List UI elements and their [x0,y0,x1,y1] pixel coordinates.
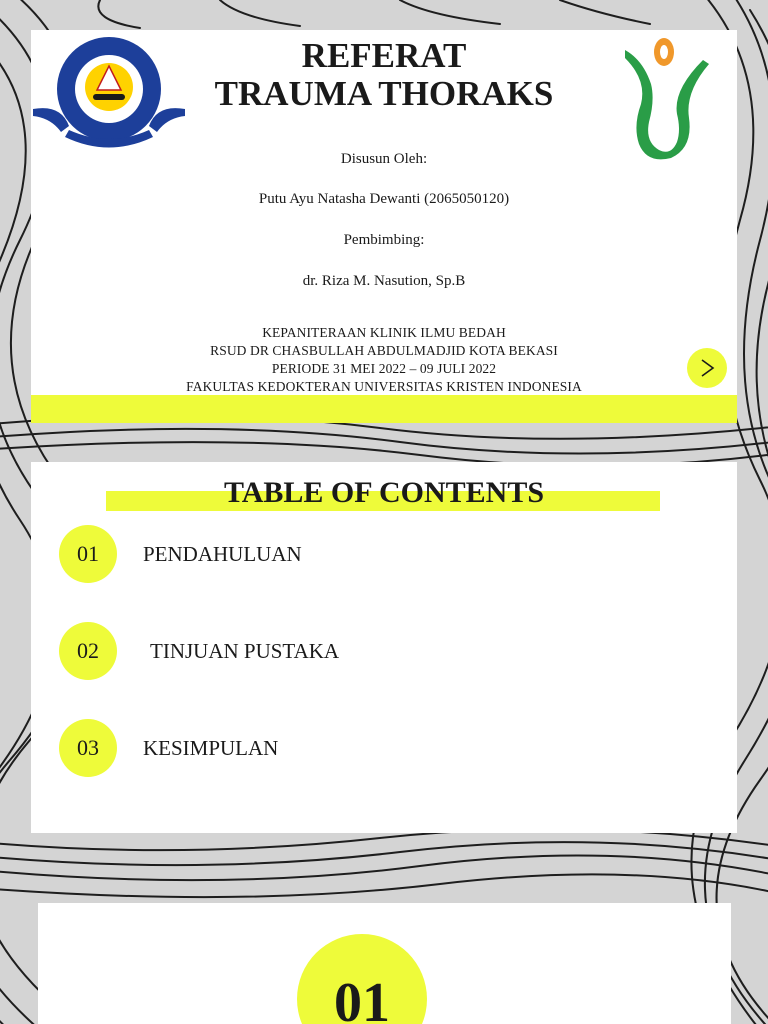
chevron-right-icon [696,357,718,379]
toc-number-badge: 02 [59,622,117,680]
accent-bar [31,395,737,423]
table-of-contents-slide [31,462,737,833]
toc-item-label: KESIMPULAN [143,736,279,760]
next-slide-button[interactable] [687,348,727,388]
toc-number-badge: 01 [59,525,117,583]
toc-number-badge: 03 [59,719,117,777]
author-name: Putu Ayu Natasha Dewanti (2065050120) [258,191,510,207]
section-slide [38,903,731,1024]
toc-item-tinjuan-pustaka[interactable] [31,622,737,682]
toc-item-label: TINJUAN PUSTAKA [150,639,340,663]
slide-title [31,37,737,113]
toc-item-kesimpulan[interactable] [31,719,737,779]
toc-item-pendahuluan[interactable] [31,525,737,585]
supervisor-heading: Pembimbing: [343,232,425,248]
footer-line: RSUD DR CHASBULLAH ABDULMADJID KOTA BEKASI [210,343,558,358]
toc-item-label: PENDAHULUAN [143,542,302,566]
author-heading: Disusun Oleh: [340,151,428,167]
title-line-1: REFERAT [301,36,467,75]
footer-line: PERIODE 31 MEI 2022 – 09 JULI 2022 [271,361,497,376]
toc-title: TABLE OF CONTENTS [223,476,545,509]
institution-footer [31,324,737,396]
section-number: 01 [334,972,390,1024]
footer-line: KEPANITERAAN KLINIK ILMU BEDAH [262,325,506,340]
title-line-2: TRAUMA THORAKS [214,74,554,113]
title-slide [31,30,737,423]
supervisor-name: dr. Riza M. Nasution, Sp.B [302,273,466,289]
footer-line: FAKULTAS KEDOKTERAN UNIVERSITAS KRISTEN INDONESIA [186,379,582,394]
